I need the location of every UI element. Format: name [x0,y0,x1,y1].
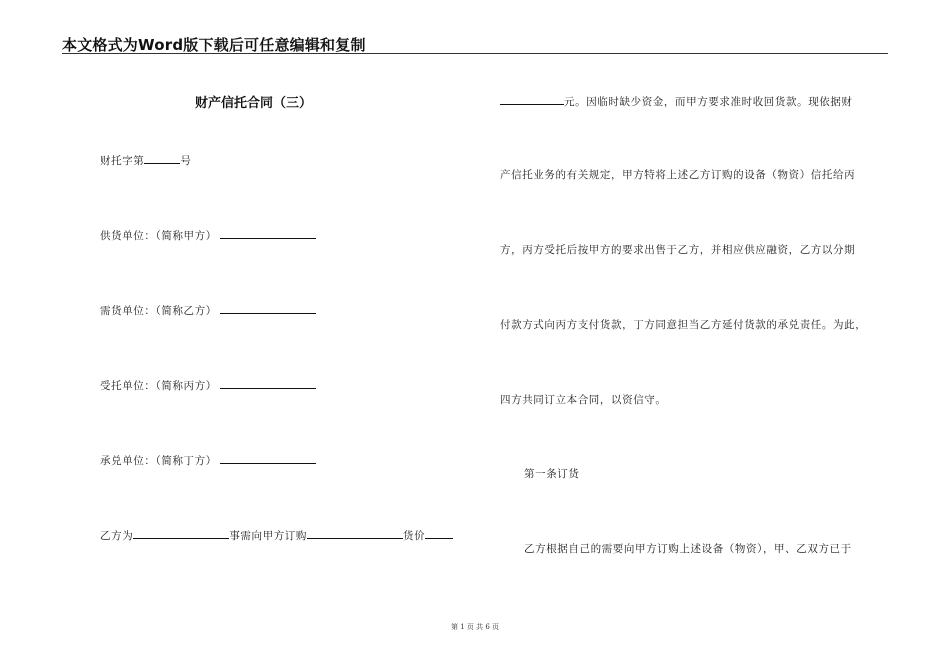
guarantor-blank [220,453,316,464]
purchase-line [100,528,453,543]
article-1-line-1 [524,542,852,556]
header-divider [62,53,888,54]
file-number-blank [144,153,180,164]
page-number: 第 1 页 共 6 页 [450,623,500,631]
guarantor-line [100,453,316,468]
supplier-label: 供货单位：（简称甲方） [100,230,217,242]
right-line-4 [500,318,866,332]
purchase-blank-2 [307,528,403,539]
amount-blank [500,94,564,105]
purchase-text-a: 乙方为 [100,530,134,542]
file-number-suffix: 号 [180,155,192,167]
right-line-5 [500,393,667,407]
right-line-1 [500,94,853,109]
buyer-line [100,303,316,318]
file-number-line [100,153,192,168]
right-line-3-text: 方，丙方受托后按甲方的要求出售于乙方，并相应供应融资，乙方以分期 [500,244,856,256]
right-line-5-text: 四方共同订立本合同，以资信守。 [500,394,667,406]
trustee-blank [220,378,316,389]
buyer-label: 需货单位：（简称乙方） [100,305,217,317]
right-line-2 [500,168,855,182]
article-1-heading-text: 第一条订货 [524,468,580,480]
guarantor-label: 承兑单位：（简称丁方） [100,455,217,467]
supplier-blank [220,228,316,239]
right-line-3 [500,243,855,257]
purchase-text-c: 货价 [403,530,426,542]
article-1-line-1-text: 乙方根据自己的需要向甲方订购上述设备（物资），甲、乙双方已于 [524,543,852,555]
trustee-label: 受托单位：（简称丙方） [100,380,217,392]
purchase-text-b: 事需向甲方订购 [229,530,308,542]
file-number-prefix: 财托字第 [100,155,145,167]
article-1-heading [524,467,580,481]
right-line-1-text: 元。因临时缺少资金，而甲方要求准时收回货款。现依据财 [564,96,853,108]
trustee-line [100,378,316,393]
purchase-blank-3 [425,528,453,539]
purchase-blank-1 [133,528,229,539]
buyer-blank [220,303,316,314]
download-banner: 本文格式为Word版下载后可任意编辑和复制 [62,36,366,54]
supplier-line [100,228,316,243]
right-line-4-text: 付款方式向丙方支付货款，丁方同意担当乙方延付货款的承兑责任。为此， [500,319,867,331]
document-title: 财产信托合同（三） [195,96,313,111]
right-line-2-text: 产信托业务的有关规定，甲方特将上述乙方订购的设备（物资）信托给丙 [500,169,856,181]
